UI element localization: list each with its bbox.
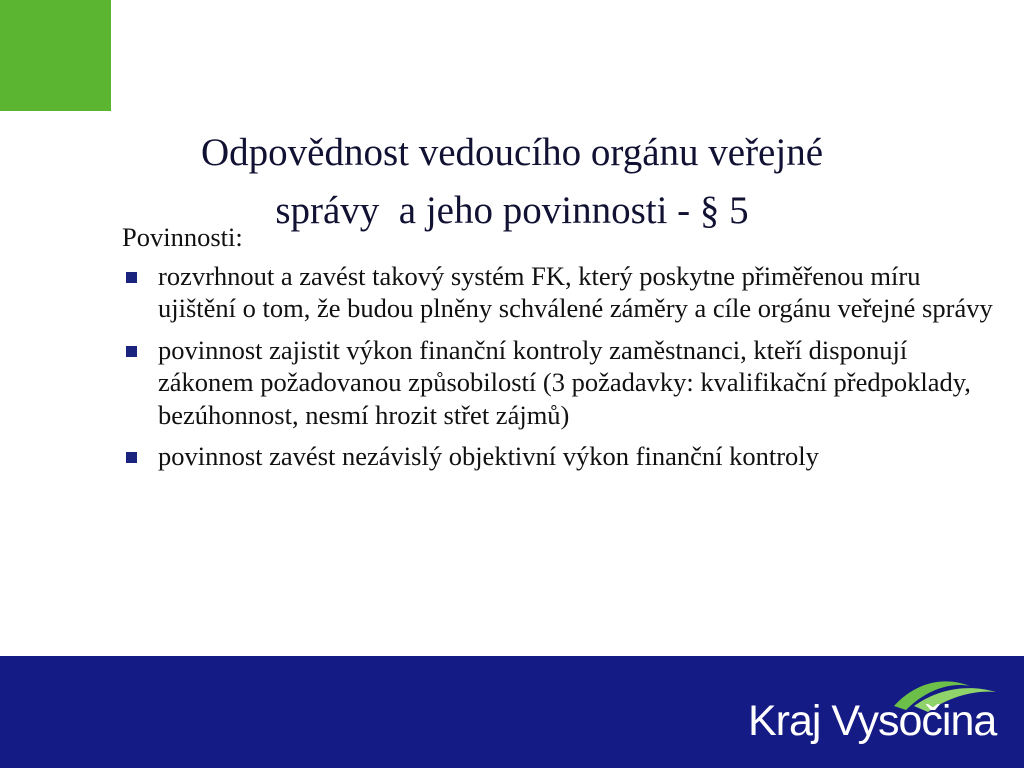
slide-body bbox=[122, 221, 1002, 482]
bullet-item bbox=[122, 334, 1002, 432]
slide-title-line-2: správy a jeho povinnosti - § 5 bbox=[275, 189, 749, 232]
logo-text: Kraj Vysočina bbox=[748, 697, 997, 745]
slide-title-line-1: Odpovědnost vedoucího orgánu veřejné bbox=[200, 131, 824, 174]
bullet-text: povinnost zajistit výkon finanční kontroly zaměstnanci, kteří disponují zákonem požadovanou způsobilostí (3 požadavky: kvalifikační předpoklady, bezúhonnost, nesmí hrozit střet zájmů) bbox=[158, 334, 971, 430]
green-accent-square bbox=[0, 0, 111, 111]
square-bullet-icon bbox=[126, 346, 137, 357]
bullet-item bbox=[122, 260, 1002, 325]
bullet-item bbox=[122, 440, 1002, 473]
square-bullet-icon bbox=[126, 452, 137, 463]
body-intro: Povinnosti: bbox=[122, 222, 243, 252]
bullet-text: rozvrhnout a zavést takový systém FK, který poskytne přiměřenou míru ujištění o tom, že budou plněny schválené záměry a cíle orgánu veřejné správy bbox=[158, 260, 993, 323]
bullet-list bbox=[122, 260, 1002, 473]
square-bullet-icon bbox=[126, 272, 137, 283]
bullet-text: povinnost zavést nezávislý objektivní výkon finanční kontroly bbox=[158, 441, 819, 471]
kraj-vysocina-logo bbox=[744, 676, 1004, 748]
